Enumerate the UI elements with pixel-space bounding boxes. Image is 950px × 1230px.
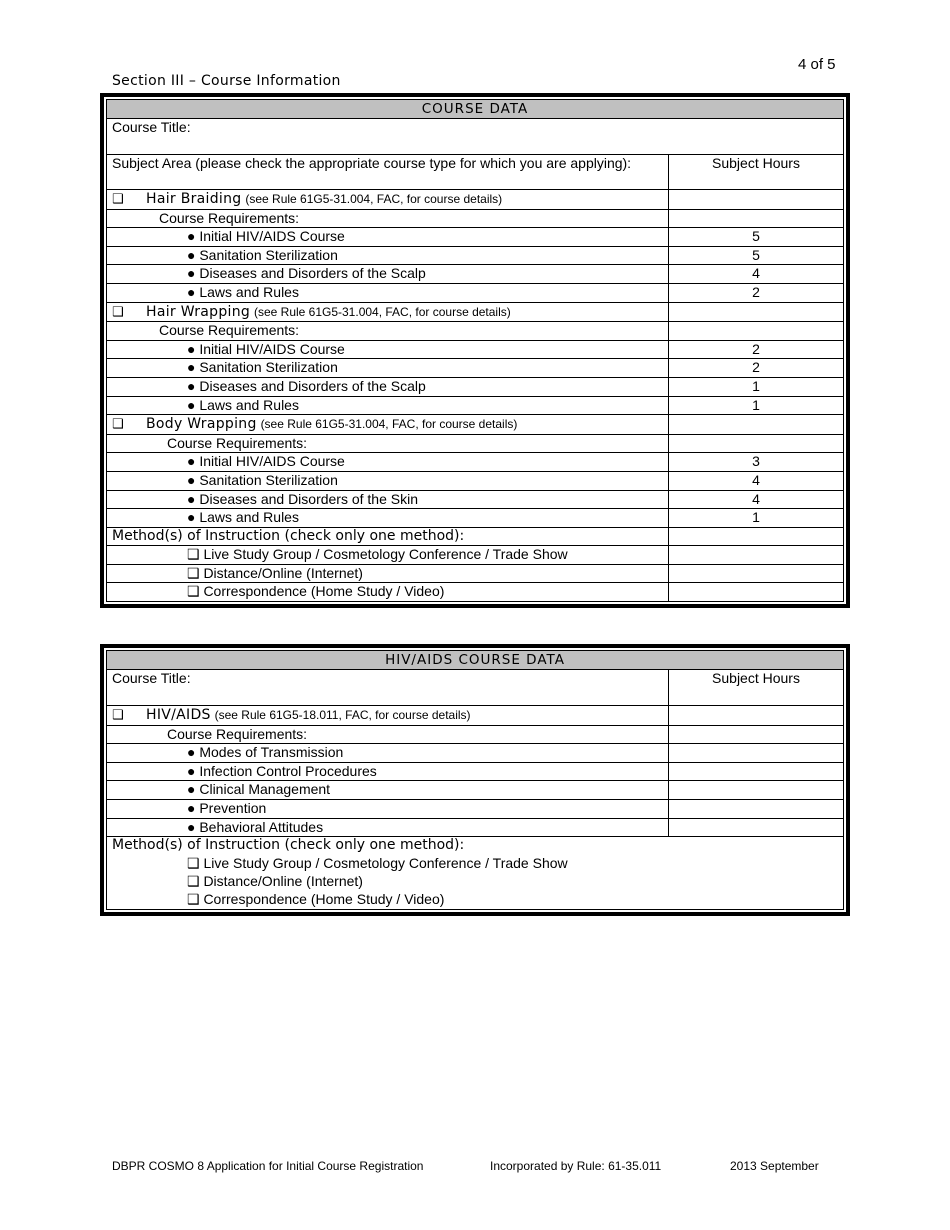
hiv-requirement-hours[interactable] [669,799,844,818]
subject-hours-header: Subject Hours [668,155,843,190]
requirement-hours: 4 [668,471,843,490]
method-option-online[interactable]: ❑ Distance/Online (Internet) [107,564,669,583]
requirement-hours: 2 [668,359,843,378]
requirement-hours: 2 [668,283,843,302]
method-option-hours-cell[interactable] [668,583,843,602]
course-data-box [100,93,850,608]
hiv-requirement-hours[interactable] [669,762,844,781]
hair-braiding-checkbox[interactable]: ❑ [112,192,124,207]
body-wrapping-rule: (see Rule 61G5-31.004, FAC, for course details) [260,417,518,432]
hiv-requirement-item: ● Behavioral Attitudes [107,818,669,837]
requirement-item: ● Sanitation Sterilization [107,359,669,378]
hiv-requirement-item: ● Infection Control Procedures [107,762,669,781]
hair-wrapping-requirements-label: Course Requirements: [107,322,669,341]
footer-date: 2013 September [730,1159,819,1173]
body-wrapping-requirements-label: Course Requirements: [107,434,669,453]
course-data-table [106,99,844,602]
footer-rule: Incorporated by Rule: 61-35.011 [490,1159,662,1173]
requirement-hours: 1 [668,509,843,528]
hiv-requirement-hours[interactable] [669,744,844,763]
hair-braiding-requirements-hours-cell[interactable] [668,209,843,228]
method-option-hours-cell[interactable] [668,564,843,583]
hiv-requirements-hours-cell[interactable] [669,725,844,744]
hair-braiding-hours-cell[interactable] [668,190,843,210]
requirement-hours: 4 [668,490,843,509]
requirement-item: ● Diseases and Disorders of the Scalp [107,265,669,284]
hair-braiding-name: Hair Braiding [146,191,242,207]
requirement-hours: 3 [668,453,843,472]
method-option-hours-cell[interactable] [668,546,843,565]
hiv-course-name: HIV/AIDS [146,707,211,723]
requirement-hours: 1 [668,396,843,415]
requirement-item: ● Laws and Rules [107,283,669,302]
hiv-course-data-header: HIV/AIDS COURSE DATA [107,651,844,670]
hair-wrapping-hours-cell[interactable] [668,302,843,322]
requirement-item: ● Laws and Rules [107,509,669,528]
course-row-hair-wrapping [107,302,669,322]
hiv-requirement-hours[interactable] [669,818,844,837]
body-wrapping-name: Body Wrapping [146,416,257,433]
hair-braiding-rule: (see Rule 61G5-31.004, FAC, for course details) [245,192,503,206]
body-wrapping-checkbox[interactable]: ❑ [112,417,124,433]
requirement-item: ● Diseases and Disorders of the Scalp [107,377,669,396]
hiv-requirement-hours[interactable] [669,781,844,800]
requirement-item: ● Sanitation Sterilization [107,246,669,265]
hair-wrapping-checkbox[interactable]: ❑ [112,304,124,320]
body-wrapping-hours-cell[interactable] [668,415,843,435]
method-option-live[interactable]: ❑ Live Study Group / Cosmetology Conference / Trade Show [107,546,669,565]
course-row-hair-braiding [107,190,669,210]
requirement-hours: 5 [668,228,843,247]
page-number: 4 of 5 [798,56,836,73]
hiv-method-section [107,837,844,910]
footer-form-name: DBPR COSMO 8 Application for Initial Course Registration [112,1159,424,1173]
requirement-hours: 4 [668,265,843,284]
subject-area-label: Subject Area (please check the appropriate course type for which you are applying): [107,155,669,190]
method-hours-cell[interactable] [668,527,843,546]
hiv-method-option-live[interactable]: ❑ Live Study Group / Cosmetology Conference / Trade Show [187,855,568,872]
hiv-requirement-item: ● Clinical Management [107,781,669,800]
hiv-course-checkbox[interactable]: ❑ [112,708,124,723]
hiv-course-row [107,706,669,726]
hiv-course-data-box [100,644,850,916]
hair-braiding-requirements-label: Course Requirements: [107,209,669,228]
course-row-body-wrapping [107,415,669,435]
requirement-hours: 2 [668,340,843,359]
hiv-method-label: Method(s) of Instruction (check only one method): [112,837,465,854]
hiv-method-option-online[interactable]: ❑ Distance/Online (Internet) [187,873,363,890]
requirement-item: ● Initial HIV/AIDS Course [107,453,669,472]
requirement-item: ● Initial HIV/AIDS Course [107,340,669,359]
section-title: Section III – Course Information [112,73,341,89]
hair-wrapping-requirements-hours-cell[interactable] [668,322,843,341]
hiv-requirement-item: ● Prevention [107,799,669,818]
hiv-requirement-item: ● Modes of Transmission [107,744,669,763]
requirement-item: ● Initial HIV/AIDS Course [107,228,669,247]
hiv-course-title-field[interactable]: Course Title: [107,670,669,706]
requirement-item: ● Sanitation Sterilization [107,471,669,490]
course-title-field[interactable]: Course Title: [107,119,844,155]
hiv-subject-hours-header: Subject Hours [669,670,844,706]
hiv-course-hours-cell[interactable] [669,706,844,726]
requirement-hours: 5 [668,246,843,265]
requirement-hours: 1 [668,377,843,396]
hiv-course-data-table [106,650,844,910]
hiv-method-option-correspondence[interactable]: ❑ Correspondence (Home Study / Video) [187,891,445,908]
body-wrapping-requirements-hours-cell[interactable] [668,434,843,453]
method-option-correspondence[interactable]: ❑ Correspondence (Home Study / Video) [107,583,669,602]
hair-wrapping-name: Hair Wrapping [146,303,251,320]
requirement-item: ● Diseases and Disorders of the Skin [107,490,669,509]
method-label: Method(s) of Instruction (check only one method): [107,527,669,546]
course-data-header: COURSE DATA [107,100,844,119]
requirement-item: ● Laws and Rules [107,396,669,415]
hiv-course-rule: (see Rule 61G5-18.011, FAC, for course details) [214,708,471,722]
hiv-requirements-label: Course Requirements: [107,725,669,744]
hair-wrapping-rule: (see Rule 61G5-31.004, FAC, for course details) [253,304,511,319]
